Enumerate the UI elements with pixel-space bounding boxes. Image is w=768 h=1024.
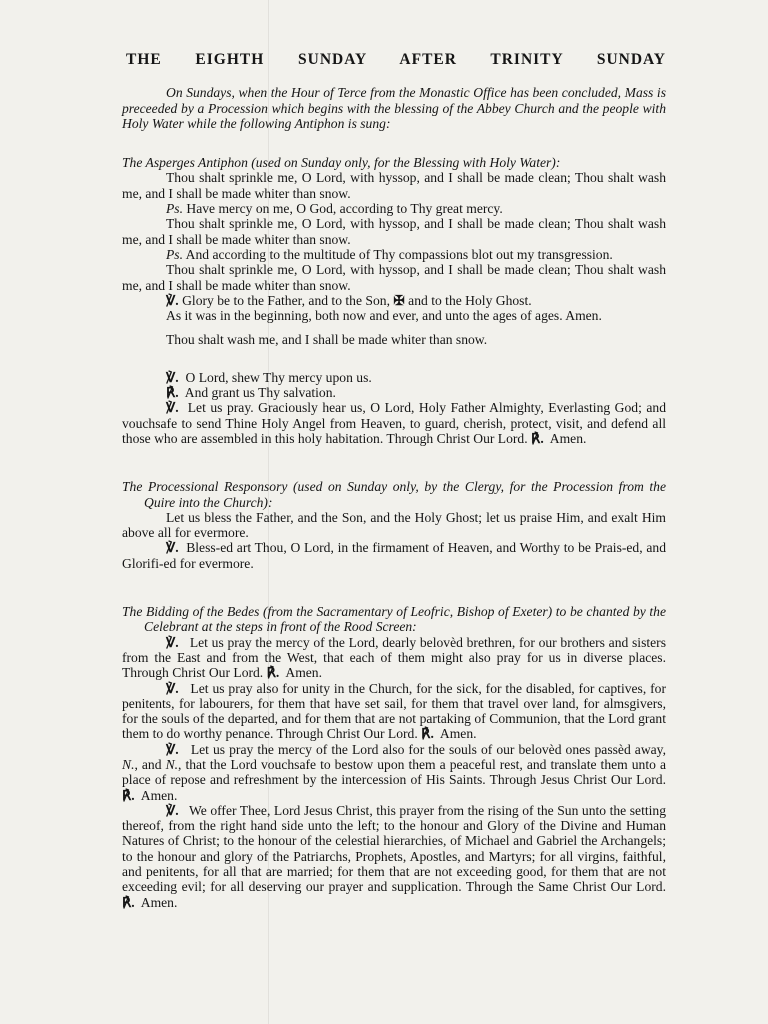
psalm-text: And according to the multitude of Thy compassions blot out my transgression. [185,246,613,262]
versicle-text-a: Let us pray the mercy of the Lord also for the souls of our belovèd ones passèd away, [190,741,666,757]
versicle-symbol: ℣. [166,400,179,416]
versicle-text: We offer Thee, Lord Jesus Christ, this prayer from the rising of the Sun unto the setting thereof, from the right hand side unto the left; to the honour and Glory of the Divine and Human Natures of Christ; to the honour of the celestial hierarchies, of Michael and Gabriel the Archangels; to the honour and glory of the Patriarchs, Prophets, Apostles, and Martyrs; for all virgins, faithful, and penitents, for all that are married; for them that are not exceeding good, for them that are not exceeding evil; for all deserving our prayer and supplication. Through the Same Christ Our Lord. [122,802,666,895]
versicle-symbol: ℣. [166,369,179,385]
amen-text: Amen. [140,787,178,803]
versicle-text-c: , that the Lord vouchsafe to bestow upon them a peaceful rest, and translate them unto a place of repose and refreshment by the intercession of His Saints. Through Jesus Christ Our Lord. [122,756,666,788]
asperges-line-4: Thou shalt wash me, and I shall be made whiter than snow. [166,332,488,348]
psalm-text: Have mercy on me, O God, according to Thy great mercy. [186,201,503,217]
response-text: And grant us Thy salvation. [184,385,336,401]
sicut-erat: As it was in the beginning, both now and ever, and unto the ages of ages. Amen. [166,308,602,324]
response-symbol: ℟. [266,665,280,681]
asperges-line-3: Thou shalt sprinkle me, O Lord, with hyssop, and I shall be made clean; Thou shalt wash me, and I shall be made whiter than snow. [122,262,666,293]
page-title: THE EIGHTH SUNDAY AFTER TRINITY SUNDAY [126,51,666,68]
versicle-symbol: ℣. [166,292,179,308]
amen-text: Amen. [549,430,587,446]
amen-text: Amen. [285,665,322,681]
asperges-line-1: Thou shalt sprinkle me, O Lord, with hyssop, and I shall be made clean; Thou shalt wash me, and I shall be made whiter than snow. [122,170,666,201]
intro-rubric: On Sundays, when the Hour of Terce from the Monastic Office has been concluded, Mass is preceeded by a Procession which begins with the blessing of the Abbey Church and the people with Holy Water while the following Antiphon is sung: [122,85,666,131]
response-symbol: ℟. [531,430,544,446]
bedes-versicle-2 [122,681,666,742]
bedes-versicle-1 [122,635,666,681]
psalm-label: Ps. [166,201,183,217]
versicle-1 [122,370,666,385]
asperges-line-2: Thou shalt sprinkle me, O Lord, with hyssop, and I shall be made clean; Thou shalt wash me, and I shall be made whiter than snow. [122,216,666,247]
versicle-2 [122,400,666,446]
versicle-symbol: ℣. [166,540,179,556]
response-symbol: ℟. [122,894,135,910]
bedes-versicle-3 [122,742,666,803]
versicle-symbol: ℣. [166,741,179,757]
versicle-text: Let us pray. Graciously hear us, O Lord, Holy Father Almighty, Everlasting God; and vouchsafe to send Thine Holy Angel from Heaven, to guard, cherish, protect, visit, and defend all those who are assembled in this holy habitation. Through Christ Our Lord. [122,400,667,446]
versicle-symbol: ℣. [166,634,179,650]
name-placeholder: N. [165,756,179,772]
asperges-psalm-2 [122,247,666,262]
versicle-symbol: ℣. [166,680,179,696]
versicle-text: O Lord, shew Thy mercy upon us. [185,369,372,385]
responsory-line-1: Let us bless the Father, and the Son, and the Holy Ghost; let us praise Him, and exalt Him above all for evermore. [122,509,666,541]
name-placeholder: N. [122,756,135,772]
asperges-heading: The Asperges Antiphon (used on Sunday only, for the Blessing with Holy Water): [122,155,561,171]
response-1 [122,385,666,400]
gloria-text-a: Glory be to the Father, and to the Son, [182,292,390,308]
versicle-text: Bless-ed art Thou, O Lord, in the firmament of Heaven, and Worthy to be Prais-ed, and Glorifi-ed for evermore. [122,540,666,571]
amen-text: Amen. [439,726,477,742]
versicle-text: Let us pray the mercy of the Lord, dearly belovèd brethren, for our brothers and sisters from the East and from the West, that each of them might also pray for us in diverse places. Through Christ Our Lord. [122,634,666,681]
gloria-text-b: and to the Holy Ghost. [408,292,532,308]
bedes-versicle-4 [122,803,666,910]
responsory-heading: The Processional Responsory (used on Sunday only, by the Clergy, for the Procession from the Quire into the Church): [122,479,666,510]
versicle-symbol: ℣. [166,802,179,818]
gloria-versicle [122,293,666,308]
response-symbol: ℟. [122,787,135,803]
versicle-text: Let us pray also for unity in the Church, for the sick, for the disabled, for captives, for penitents, for labourers, for them that have set sail, for them that travel over land, for almsgivers, for the souls of the departed, and for them that are not partaking of Communion, that the Lord grant them to do worthy penance. Through Christ Our Lord. [122,680,666,742]
response-symbol: ℟. [166,385,179,401]
amen-text: Amen. [140,894,178,910]
psalm-label: Ps. [166,246,183,262]
versicle-text-b: , and [134,756,162,772]
document-page [122,52,666,910]
cross-icon: ✠ [393,292,405,308]
asperges-psalm-1 [122,201,666,216]
responsory-versicle [122,540,666,571]
bedes-heading: The Bidding of the Bedes (from the Sacramentary of Leofric, Bishop of Exeter) to be chanted by the Celebrant at the steps in front of the Rood Screen: [122,604,666,635]
response-symbol: ℟. [421,726,434,742]
